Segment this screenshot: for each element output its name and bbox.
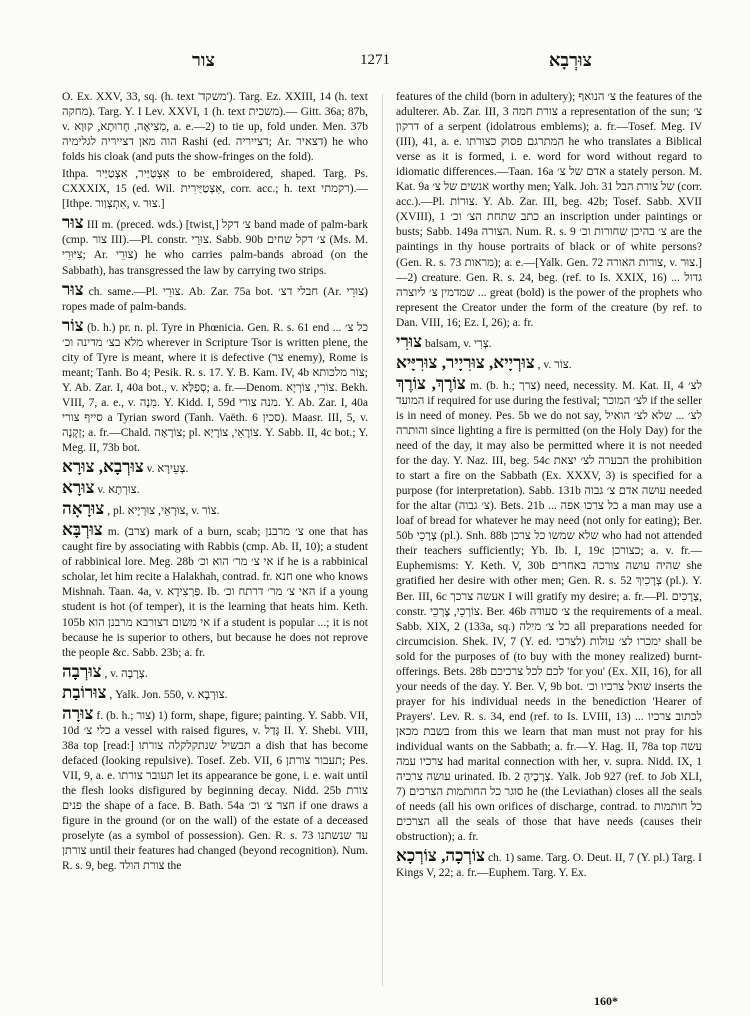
entry-text: balsam, v. צְרִי. (424, 337, 492, 350)
header-right-word: צוּרְבָא (548, 50, 592, 70)
left-column (62, 90, 368, 990)
entry-paragraph (396, 90, 702, 331)
entry-paragraph (62, 500, 368, 519)
dictionary-entry (62, 167, 368, 212)
entry-paragraph (62, 281, 368, 315)
entry-headword: צוּרְבָא, צוּרָא (62, 457, 144, 477)
entry-paragraph (62, 214, 368, 278)
dictionary-entry (62, 684, 368, 703)
dictionary-entry (62, 705, 368, 875)
dictionary-entry (396, 847, 702, 881)
entry-paragraph (396, 354, 702, 373)
dictionary-entry (62, 500, 368, 519)
entry-text: m. (b. h.; צרך) need, necessity. M. Kat. II, 4 לצ׳ המועד if required for use during the festival; לצ׳ המוכר if the seller is in need of money. Pes. 5b we do not say, לצ׳ ... שלא לצ׳ הואיל והותרה since lighting a fire is permitted (on the Holy Day) for the need of the day, it may also be permitted where it is not needed for the day. Y. Naz. III, beg. 54c הבערה לצ׳ יצאת the prohibition to start a fire on the Sabbath (Ex. XXXV, 3) is specified for a purpose (for interpretation). Sabb. 131b עושה אדם צ׳ גבוה needed for the altar (צ׳ גבוה). Bets. 21b ... כל צרכו אפה a man may use a loaf of bread for whatever he may need (not only for eating); Ber. 50b צְרָכֵי (pl.). Snh. 88b שלא שמשו כל צרכן who had not attended their teachers sufficiently; Yb. Ib. I, 19c כצורכן; a. v. fr.—Euphemisms: Y. Keth. V, 30b שהיה עושה צורכה באחרים she gratified her desire with other men; Gen. R. s. 52 צְרָכִיךְ (pl.). Y. Ber. III, 6c אעשה צרכך I will gratify my desire; a. fr.—Pl. צְרָכִים, constr. צוֹרְכֵי, צָרְכֵי. Ber. 46b צ׳ סעודה the requirements of a meal. Sabb. XIX, 2 (133a, sq.) כל צ׳ מילה all preparations needed for circumcision. Shek. IV, 7 (Y. ed. לצרכי) ימכרו לצ׳ עולות shall be sold for the purposes of (to buy with the money realized) burnt-offerings. Bets. 28b לכם לכל צרכיכם 'for you' (Ex. XII, 16), for all your needs of the day. Y. Ber. V, 9b bot. שואל צרכיו וכ׳ inserts the prayer for his individual needs in the benediction 'Hearer of Prayers'. Lev. R. s. 34, end (ref. to Is. LVIII, 13) ... לכתוב צרכיו בשבת מכאן from this we learn that man must not pray for his individual wants on the Sabbath; a. fr.—Y. Hag. II, 78a top עשה צרכיו עמה had marital connection with her, v. supra. Nidd. IX, 1 עושה צרכיה urinated. Ib. 2 צְרָכֶיהָ. Yalk. Job 927 (ref. to Job XLI, 7) סוגר כל החותמות הצרכים he (the Leviathan) closes all the seals of needs (all his own orifices of discharge, contrad. to כל חותמות הצרכים all the seals of those that have needs (causes their obstruction); a. fr. (396, 379, 702, 844)
entry-paragraph (62, 90, 368, 165)
entry-headword: צוֹרֶךְ, צוֹרֶךְ (396, 373, 466, 393)
entry-text: Ithpa. אִצְטַיַּיר, אִצְטַיַּיר to be embroidered, shaped. Targ. Ps. CXXXIX, 15 (ed. Wil. אִצְטַיַּירִית, corr. acc.; h. text רקמתי).—[Ithpe. אִתְצְוַור, v. צוּר.] (62, 168, 368, 211)
entry-headword: צוּרָא (62, 478, 95, 498)
entry-headword: צוֹר (62, 315, 84, 335)
entry-paragraph (62, 521, 368, 660)
entry-headword: צוּרָה (62, 703, 94, 723)
entry-text: v. צְעֵירָא. (146, 463, 189, 476)
entry-paragraph (396, 375, 702, 845)
entry-paragraph (62, 458, 368, 477)
dictionary-entry (396, 333, 702, 352)
entry-paragraph (62, 479, 368, 498)
dictionary-entry (62, 521, 368, 660)
dictionary-entry (62, 281, 368, 315)
entry-headword: צוּרְבָּא (62, 520, 103, 540)
entry-paragraph (62, 705, 368, 875)
entry-text: (b. h.) pr. n. pl. Tyre in Phœnicia. Gen. R. s. 61 end כל צ׳ ... מלא בצ׳ מדינה וכ׳ wherever in Scripture Tsor is written plene, the city of Tyre is meant, where it is defective (צר enemy), Rome is meant; Tanh. Bo 4; Pesik. R. s. 17. Y. B. Kam. IV, 4b צוֹר מלכותא; Y. Ab. Zar. I, 40a bot., v. סְפַלַּא; a. fr.—Denom. צוֹרִי, צוֹרְיָא. Bekh. VIII, 7, a. e., v. מִנָה. Y. Kidd. I, 59d מנה צורי. Y. Ab. Zar. I, 40a סייף צורי a Tyrian sword (Tanh. Vaëth. 6 סכין). Maasr. III, 5, v. זְקָנָה; a. fr.—Chald. צוֹרָאָה; pl. צוֹרָאֵי, צוֹרָיָא. Y. Sabb. II, 4c bot.; Y. Meg. II, 73b bot. (62, 321, 368, 455)
entry-paragraph (62, 684, 368, 703)
entry-headword: צוּר (62, 213, 84, 233)
entry-text: , v. צְרָבָה. (104, 667, 148, 680)
dictionary-entry (62, 458, 368, 477)
dictionary-entry (62, 663, 368, 682)
dictionary-entry (396, 354, 702, 373)
entry-headword: צוּרוֹבַת (62, 682, 107, 702)
entry-headword: צוּר (62, 279, 84, 299)
entry-text: , Yalk. Jon. 550, v. צוּרְבָא. (109, 688, 228, 701)
entry-paragraph (62, 663, 368, 682)
entry-text: ch. same.—Pl. צוּרֵי. Ab. Zar. 75a bot. חבלי דצ׳ (Ar. צוּרֵי) ropes made of palm-bands. (62, 285, 368, 313)
entry-headword: צוֹרְכָה, צוֹרְכָא (396, 846, 486, 866)
entry-text: , v. צוֹר. (537, 358, 572, 371)
column-divider (382, 94, 383, 986)
entry-text: ch. 1) same. Targ. O. Deut. II, 7 (Y. pl.) Targ. I Kings V, 22; a. fr.—Euphem. Targ. Y. Ex. (396, 852, 702, 880)
entry-text: III m. (preced. wds.) [twist,] צ׳ דקל band made of palm-bark (cmp. צור III).—Pl. constr. צוּרֵי. Sabb. 90b צ׳ דקל שחים (Ms. M. צִיּוּרֵי; Ar. צוּרֵי) he who carries palm-bands abroad (on the Sabbath), has transgressed the law by carrying two strips. (62, 219, 368, 277)
entry-text: v. צוּרְתָא. (97, 484, 140, 497)
entry-headword: צוּרְיָיא, צוּרִיָיר, צוּרִיָּיא (396, 352, 535, 372)
dictionary-entry (62, 317, 368, 456)
entry-text: m. (צרב) mark of a burn, scab; צ׳ מרבנן one that has caught fire by associating with Rabbis (cmp. Ab. II, 10); a student of rabbinical lore. Meg. 28b אי צ׳ מר׳ הוא וכ׳ if he is a rabbinical scholar, let him recite a Halakhah, contrad. fr. חנא one who knows Mishnah. Taan. 4a, v. פַּרְצִידָא. Ib. האי צ׳ מר׳ דרתח וכ׳ if a young student is hot (of temper), it is the learning that heats him. Keth. 105b אי משום דצורבא מרבנן הוא if a student is popular ...; it is not because he is superior to others, but because he does not reprove the people &c. Sabb. 23b; a. fr. (62, 526, 368, 659)
entry-text: f. (b. h.; צור) 1) form, shape, figure; painting. Y. Sabb. VII, 10d כלי צ׳ a vessel with raised figures, v. גָּדַל II. Y. Shebi. VIII, 38a top [read:] תבשיל שנתקלקלה צורתו a dish that has become defaced (looking repulsive). Tosef. Zeb. VII, 6 תעבור צורתן; Pes. VII, 9, a. e. תעובר צורתו let its appearance be gone, i. e. wait until the flesh looks disfigured by beginning decay. Nidd. 25b צורת פנים the shape of a face. B. Bath. 54a חצר צ׳ וכ׳ if one draws a figure in the ground (or on the wall) of the estate of a deceased proselyte (as a symbol of possession). Gen. R. s. 73 עד שנשתנו צורתן until their features had changed (beyond recognition). Num. R. s. 9, beg. צורת הולד the (62, 709, 368, 873)
page-number: 1271 (360, 52, 390, 68)
entry-paragraph (396, 333, 702, 352)
entry-headword: צוּרִי (396, 331, 423, 351)
entry-paragraph (396, 847, 702, 881)
dictionary-entry (62, 90, 368, 165)
entry-text: O. Ex. XXV, 33, sq. (h. text 'משקד'). Targ. Ez. XXIII, 14 (h. text מחקה). Targ. Y. I Lev. XXVI, 1 (h. text משכית).— Gitt. 36a; 87b, v. מְצִיאָה, חָרוּתָא, קוּוָא, a. e.—2) to tie up, fold under. Men. 37b הוה מאן דצייריה לגלימיה Rashi (ed. דצייריה; Ar. דצאיר) he who folds his cloak (and puts the show-fringes on the fold). (62, 91, 368, 164)
right-column (396, 90, 702, 990)
running-header (64, 50, 704, 76)
dictionary-entry (62, 214, 368, 278)
dictionary-entry (396, 375, 702, 845)
entry-text: features of the child (born in adultery); צ׳ הנואף the features of the adulterer. Ab. Zar. III, 3 צורת חמה a representation of the sun; צ׳ דרקון of a serpent (idolatrous emblems); a. fr.—Tosef. Meg. IV (III), 41, a. e. המתרגם פסוק כצורתו he who translates a Biblical verse as it is formed, i. e. word for word without regard to idiomatic differences.—Taan. 16a אדם של צ׳ a stately person. M. Kat. 9a אנשים של צ׳ worthy men; Yalk. Joh. 31 של צורת הבל (corr. acc.).—Pl. צוּרוֹת. Y. Ab. Zar. III, beg. 42b; Tosef. Sabb. XVII (XVIII), 1 כתב שתחת הצ׳ וכ׳ an inscription under paintings or busts; Sabb. 149a הצורה. Num. R. s. 9 צ׳ בהיכן שחורות וכ׳ are the paintings in thy house portraits of black or of white persons? (Gen. R. s. 73 מראות); a. e.—[Yalk. Gen. 72 צורות האורה, v. צוּר.]—2) creature. Gen. R. s. 24, beg. (ref. to Is. XXIX, 16) גדול ... שמדמין צ׳ ליוצרה ... great (bold) is the power of the prophets who represent the Creator under the form of the creature (by ref. to Dan. VIII, 16; Ez. I, 26); a. fr. (396, 91, 702, 329)
dictionary-entry (62, 479, 368, 498)
entry-text: , pl. צוּרָאֵי, צוּרְיָיא, v. צוֹר. (107, 505, 220, 518)
entry-headword: צוּרָאָה (62, 499, 105, 519)
entry-headword: צוּרְבָה (62, 661, 102, 681)
entry-paragraph (62, 167, 368, 212)
signature-mark: 160* (594, 994, 618, 1008)
dictionary-entry (396, 90, 702, 331)
header-left-word: צור (192, 50, 215, 70)
entry-paragraph (62, 317, 368, 456)
